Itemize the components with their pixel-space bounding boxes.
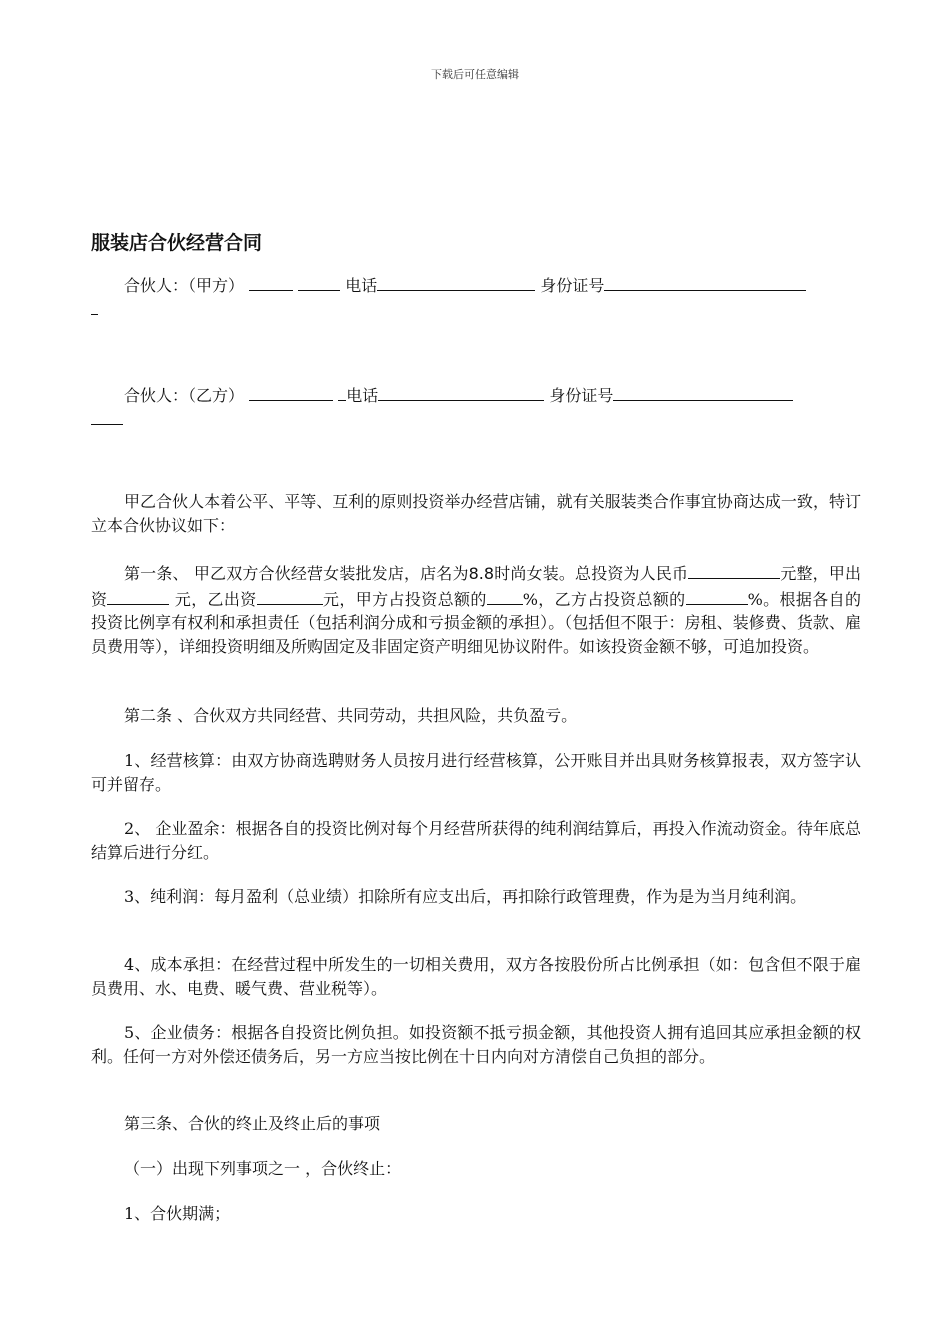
shop-number: 8.8 [468,564,495,583]
article-3-sub-1-item-1: 1、合伙期满； [124,1204,231,1223]
header-note: 下载后可任意编辑 [431,68,519,81]
partner-a-phone-blank [377,272,535,291]
party-b-share-blank [686,586,748,605]
partner-a-label: 合伙人：（甲方） [124,276,245,295]
total-investment-blank-cont [750,560,780,579]
partner-b-line-cont [91,406,861,432]
article-1-text-3: 元整，甲出资 [91,564,861,609]
partner-b-id-label: 身份证号 [549,386,614,405]
partner-b-phone-label: 电话 [346,386,379,405]
partner-a-id-blank-cont [91,296,98,315]
partner-a-phone-label: 电话 [345,276,378,295]
article-1-text-7: %。根据各自的投资比例享有权利和承担责任（包括利润分成和亏损金额的承担）。（包括但不限于：房租、装修费、货款、雇员费用等），详细投资明细及所购固定及非固定资产明细见协议附件。如该投资金额不够，可追加投资。 [91,589,861,656]
total-investment-blank [688,560,750,579]
partner-b-id-blank-cont [91,406,123,425]
partner-b-label: 合伙人：（乙方） [124,386,245,405]
article-1-text-6: %，乙方占投资总额的 [522,589,686,609]
partner-b-phone-blank [378,382,544,401]
article-1-text-4: 元，乙出资 [169,589,257,609]
article-2-item-5: 5、企业债务：根据各自投资比例负担。如投资额不抵亏损金额，其他投资人拥有追回其应承担金额的权利。任何一方对外偿还债务后，另一方应当按比例在十日内向对方清偿自己负担的部分。 [91,1023,861,1066]
article-3-sub-1: （一）出现下列事项之一 ，合伙终止： [124,1159,402,1178]
article-1-paragraph [91,560,861,658]
article-2-item-3: 3、纯利润：每月盈利（总业绩）扣除所有应支出后，再扣除行政管理费，作为是为当月纯利润。 [124,887,807,906]
article-1-text-1: 第一条、 甲乙双方合伙经营女装批发店，店名为 [124,564,469,583]
article-2-item-4: 4、成本承担：在经营过程中所发生的一切相关费用，双方各按股份所占比例承担（如：包含但不限于雇员费用、水、电费、暖气费、营业税等）。 [91,955,861,998]
partner-a-name-blank [249,272,293,291]
intro-paragraph: 甲乙合伙人本着公平、平等、互利的原则投资举办经营店铺，就有关服装类合作事宜协商达成一致，特订立本合伙协议如下： [91,492,861,535]
article-3-heading: 第三条、合伙的终止及终止后的事项 [124,1114,381,1133]
partner-a-line-cont [91,296,861,322]
article-2-paragraph: 第二条 、合伙双方共同经营、共同劳动，共担风险，共负盈亏。 [124,706,578,725]
partner-b-id-blank [613,382,793,401]
partner-b-name-blank-2 [338,382,346,401]
party-a-share-blank [487,586,523,605]
partner-a-id-label: 身份证号 [540,276,605,295]
party-a-amount-blank [107,586,169,605]
partner-a-name-blank-2 [298,272,340,291]
partner-a-line [91,272,894,298]
article-1-text-5: 元，甲方占投资总额的 [322,589,487,609]
article-1-text-2: 时尚女装。总投资为人民币 [494,564,689,583]
partner-b-line [91,382,894,408]
party-b-amount-blank [257,586,323,605]
article-2-item-1: 1、经营核算：由双方协商选聘财务人员按月进行经营核算，公开账目并出具财务核算报表，双方签字认可并留存。 [91,751,861,794]
document-title: 服装店合伙经营合同 [91,232,263,254]
partner-a-id-blank [604,272,806,291]
article-2-item-2: 2、 企业盈余：根据各自的投资比例对每个月经营所获得的纯利润结算后，再投入作流动资金。待年底总结算后进行分红。 [91,819,861,862]
partner-b-name-blank [249,382,333,401]
